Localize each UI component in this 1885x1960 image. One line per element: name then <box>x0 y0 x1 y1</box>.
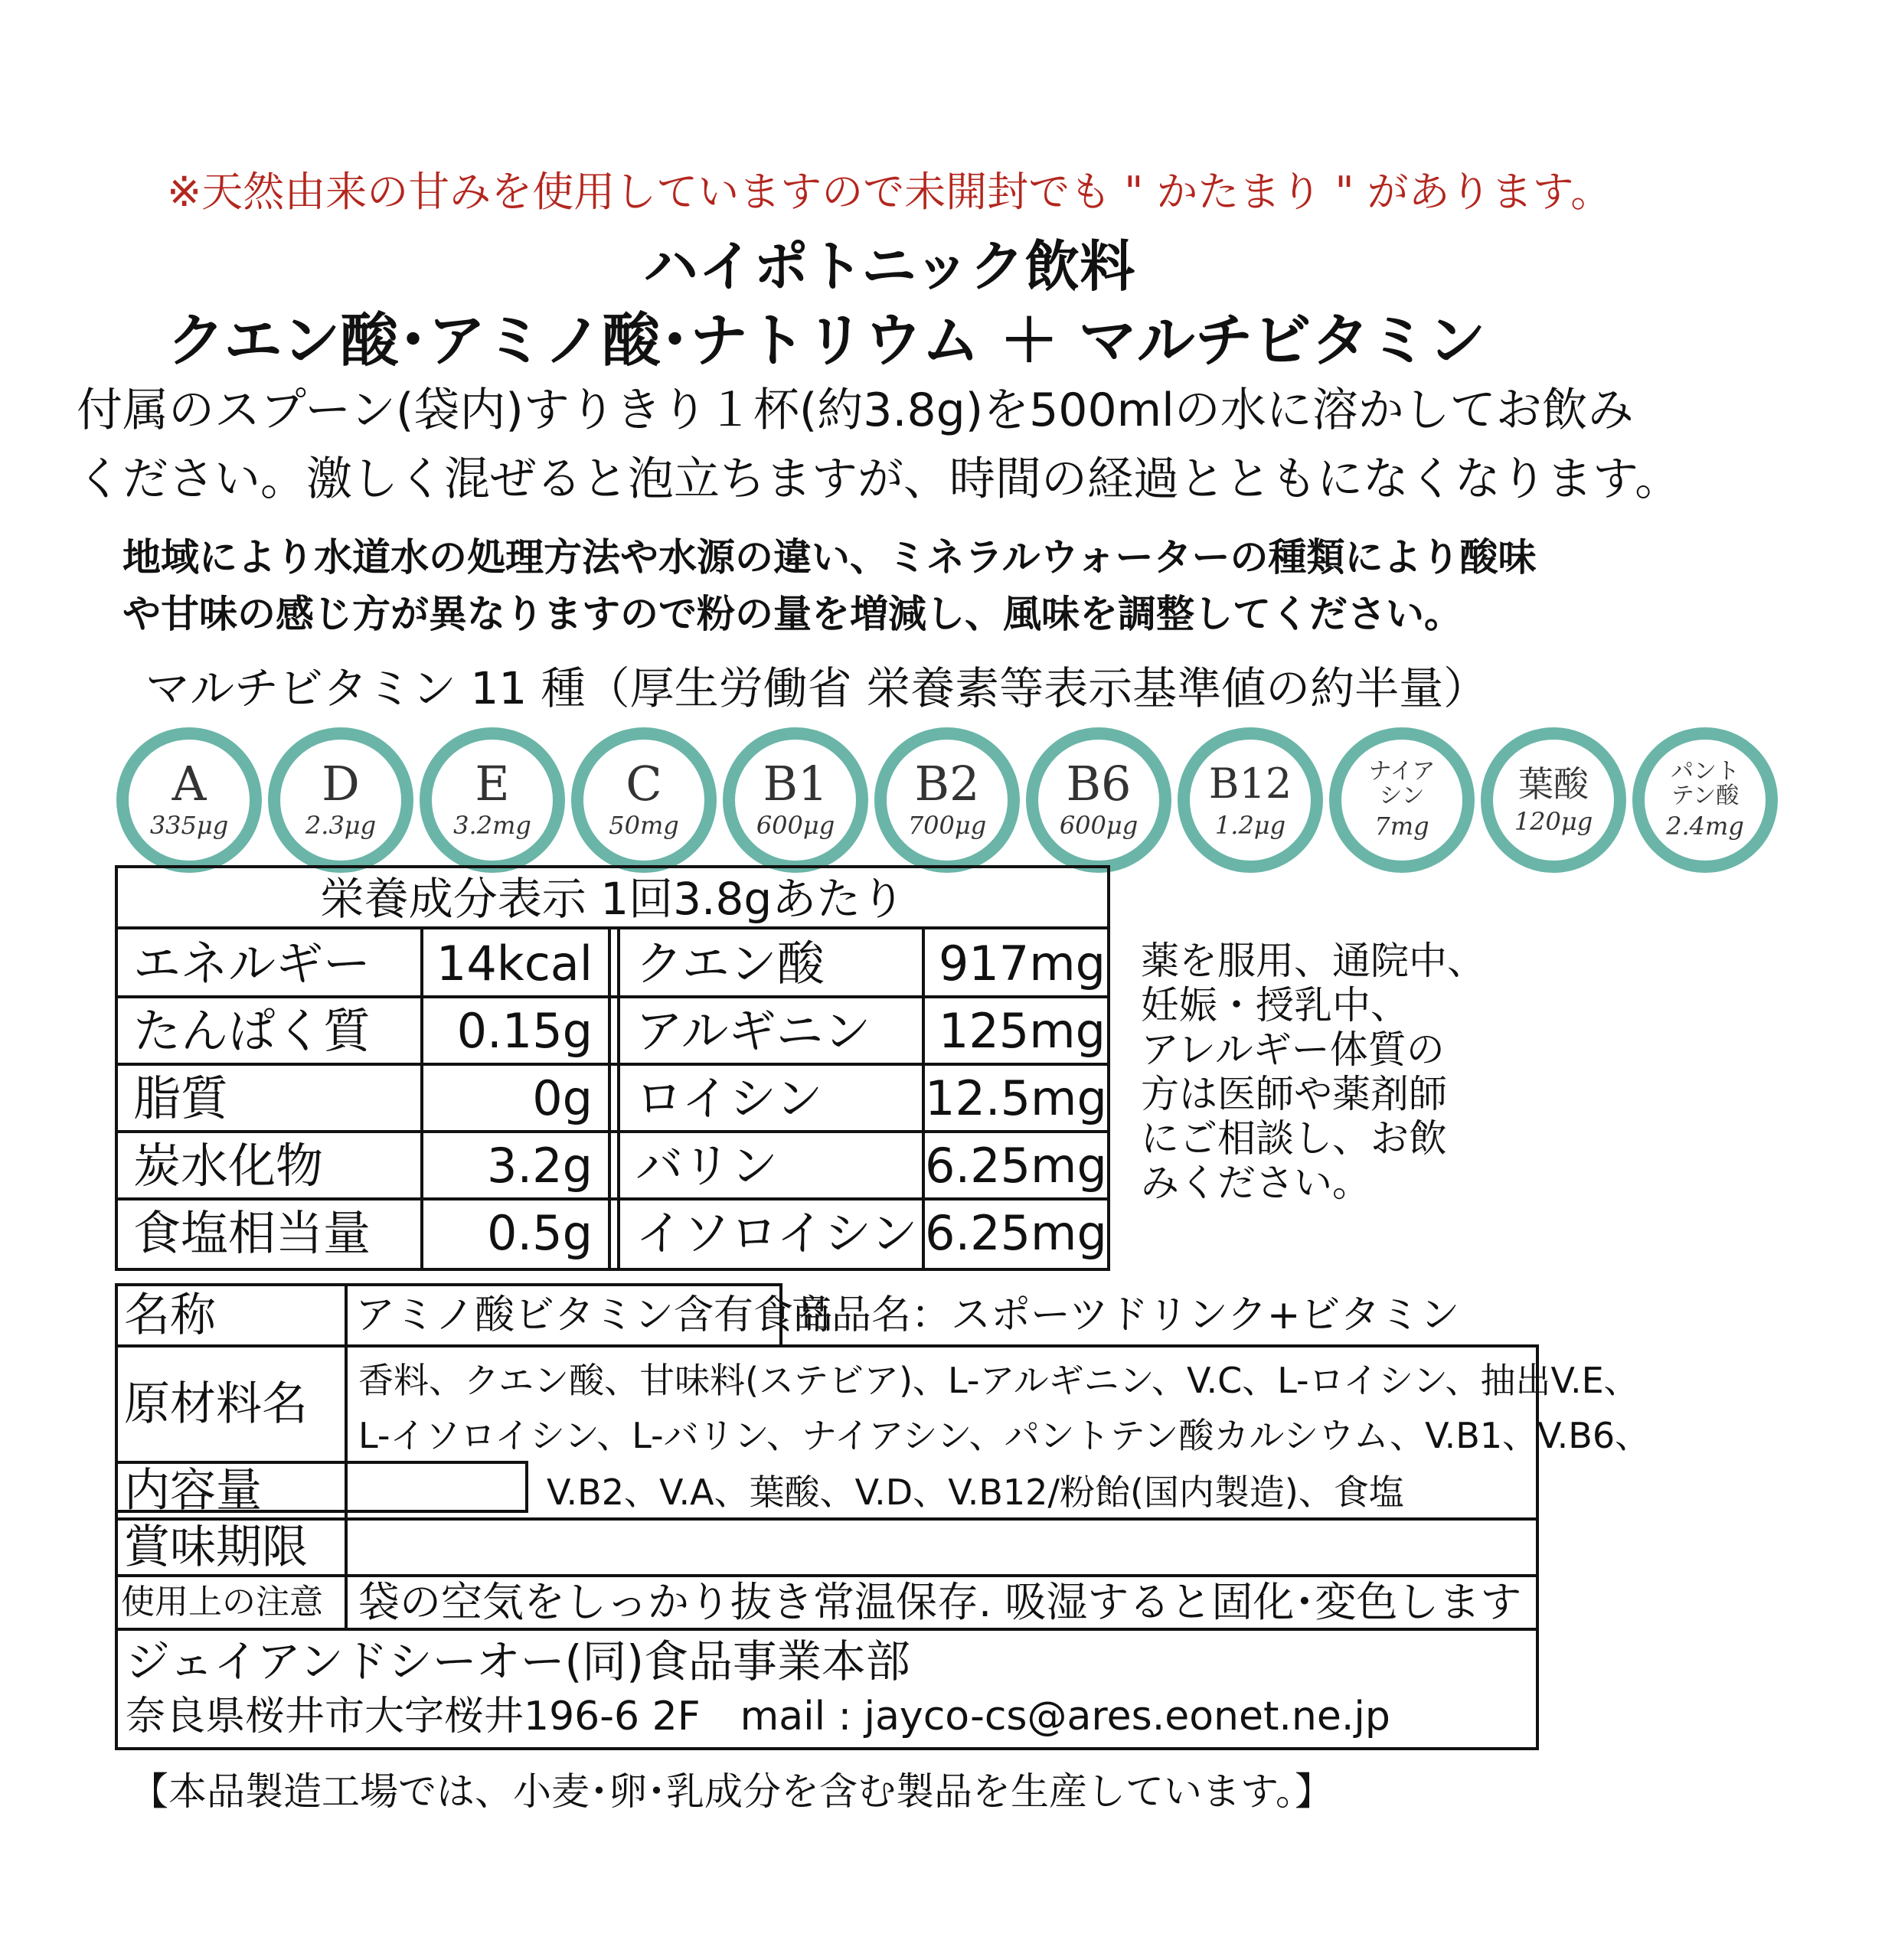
table-border <box>345 1283 348 1629</box>
vitamin-name: A <box>172 756 207 812</box>
nutrient-label: 脂質 <box>133 1070 229 1126</box>
vitamin-name: 葉酸 <box>1518 763 1589 805</box>
vitamin-amount: 600μg <box>1059 811 1139 840</box>
table-row <box>118 931 1107 997</box>
nutrient-label: 炭水化物 <box>133 1138 324 1194</box>
instructions-line-2: ください。激しく混ぜると泡立ちますが、時間の経過とともになくなります。 <box>77 452 1681 506</box>
table-border <box>115 1283 118 1750</box>
vitamin-badge-niacin <box>1329 727 1475 873</box>
vitamin-badge-a <box>116 727 262 873</box>
vitamin-amount: 700μg <box>907 811 987 840</box>
nutrient-value: 0g <box>532 1070 593 1126</box>
table-row <box>118 1200 1107 1266</box>
vitamin-amount: 335μg <box>149 811 229 840</box>
table-row <box>118 998 1107 1064</box>
nutrition-table-header: 栄養成分表示 1回3.8gあたり <box>118 868 1107 929</box>
nutrient-value: 0.5g <box>487 1205 593 1261</box>
table-border <box>115 1344 1539 1348</box>
vitamin-name: B6 <box>1066 756 1132 812</box>
nutrient-value: 917mg <box>938 936 1106 991</box>
table-border <box>115 1517 1539 1521</box>
vitamin-name: C <box>626 756 662 812</box>
nutrient-value: 6.25mg <box>925 1138 1107 1194</box>
nutrient-label: イソロイシン <box>635 1205 918 1261</box>
product-name: 商品名：スポーツドリンク+ビタミン <box>792 1292 1460 1338</box>
vitamin-name: B2 <box>914 756 980 812</box>
nutrient-value: 12.5mg <box>925 1070 1107 1126</box>
name-label: 名称 <box>124 1289 216 1342</box>
vitamin-amount: 1.2μg <box>1214 811 1286 840</box>
vitamin-badge-b6 <box>1026 727 1171 873</box>
taste-caution-line-1: 地域により水道水の処理方法や水源の違い、ミネラルウォーターの種類により酸味 <box>123 535 1537 580</box>
vitamin-badge-b12 <box>1178 727 1323 873</box>
vitamin-name: E <box>475 756 510 812</box>
vitamin-amount: 3.2mg <box>453 811 531 840</box>
vitamin-badge-b1 <box>723 727 868 873</box>
vitamin-badge-e <box>420 727 565 873</box>
nutrient-value: 3.2g <box>487 1138 593 1194</box>
expiry-label: 賞味期限 <box>124 1521 308 1574</box>
vitamin-amount: 50mg <box>609 811 679 840</box>
vitamin-badge-folic-acid <box>1481 727 1626 873</box>
nutrient-label: ロイシン <box>635 1070 823 1126</box>
name-value: アミノ酸ビタミン含有食品 <box>355 1292 834 1338</box>
company-address: 奈良県桜井市大字桜井196-6 2F mail : jayco-cs@ares.eonet.ne.jp <box>126 1694 1390 1740</box>
nutrient-value: 6.25mg <box>925 1205 1107 1261</box>
usage-caution-value: 袋の空気をしっかり抜き常温保存. 吸湿すると固化･変色します <box>358 1578 1522 1626</box>
vitamin-badge-b2 <box>874 727 1020 873</box>
nutrient-value: 125mg <box>938 1003 1106 1059</box>
nutrient-label: 食塩相当量 <box>133 1205 371 1261</box>
vitamin-badge-pantothenic-acid <box>1632 727 1778 873</box>
usage-caution-label: 使用上の注意 <box>121 1583 323 1622</box>
nutrition-facts-table <box>115 865 1110 1271</box>
nutrient-label: たんぱく質 <box>133 1003 371 1059</box>
ingredients-line-1: 香料、クエン酸、甘味料(ステビア)、L-アルギニン、V.C、L-ロイシン、抽出V.E、 <box>358 1360 1639 1401</box>
ingredients-label: 原材料名 <box>124 1377 308 1431</box>
vitamin-name: パント テン酸 <box>1671 758 1740 809</box>
nutrient-value: 0.15g <box>456 1003 593 1059</box>
instructions-line-1: 付属のスプーン(袋内)すりきり１杯(約3.8g)を500mlの水に溶かしてお飲み <box>77 384 1634 437</box>
company-name: ジェイアンドシーオー(同)食品事業本部 <box>126 1635 910 1687</box>
vitamin-amount: 2.4mg <box>1666 812 1744 841</box>
vitamin-amount: 600μg <box>756 811 835 840</box>
nutrient-value: 14kcal <box>436 936 593 991</box>
ingredients-line-2: L-イソロイシン、L-バリン、ナイアシン、パントテン酸カルシウム、V.B1、V.B6、 <box>358 1415 1651 1456</box>
table-row <box>118 1133 1107 1199</box>
vitamin-name: ナイア シン <box>1368 758 1436 809</box>
vitamin-badge-c <box>571 727 717 873</box>
table-border <box>115 1628 1539 1631</box>
table-row <box>118 1066 1107 1132</box>
vitamin-name: B1 <box>763 756 828 812</box>
nutrient-label: アルギニン <box>635 1003 871 1059</box>
vitamin-badge-d <box>268 727 413 873</box>
multivitamin-title: マルチビタミン 11 種（厚生労働省 栄養素等表示基準値の約半量） <box>145 662 1488 714</box>
medical-advisory-note: 薬を服用、通院中、 妊娠・授乳中、 アレルギー体質の 方は医師や薬剤師 にご相談し、お飲 みください。 <box>1141 939 1485 1205</box>
product-type-title: ハイポトニック飲料 <box>643 234 1135 299</box>
volume-label: 内容量 <box>124 1464 262 1517</box>
vitamin-name: B12 <box>1208 760 1292 808</box>
nutrient-label: バリン <box>635 1138 779 1194</box>
table-border <box>115 1747 1539 1750</box>
ingredients-headline: クエン酸･アミノ酸･ナトリウム ＋ マルチビタミン <box>167 306 1486 374</box>
nutrient-label: エネルギー <box>133 936 371 991</box>
vitamin-amount: 120μg <box>1514 807 1593 836</box>
vitamin-name: D <box>322 756 360 812</box>
ingredients-line-3: V.B2、V.A、葉酸、V.D、V.B12/粉飴(国内製造)、食塩 <box>547 1472 1404 1513</box>
taste-caution-line-2: や甘味の感じ方が異なりますので粉の量を増減し、風味を調整してください。 <box>123 592 1462 636</box>
vitamin-badge-row <box>116 727 1801 873</box>
vitamin-amount: 7mg <box>1374 812 1429 841</box>
allergen-notice: 【本品製造工場では、小麦･卵･乳成分を含む製品を生産しています。】 <box>130 1769 1333 1814</box>
nutrient-label: クエン酸 <box>635 936 825 991</box>
product-info-table <box>115 1283 1651 1750</box>
table-border <box>525 1461 528 1511</box>
vitamin-amount: 2.3μg <box>305 811 377 840</box>
unopened-clump-notice: ※天然由来の甘みを使用していますので未開封でも " かたまり " があります。 <box>167 168 1612 216</box>
